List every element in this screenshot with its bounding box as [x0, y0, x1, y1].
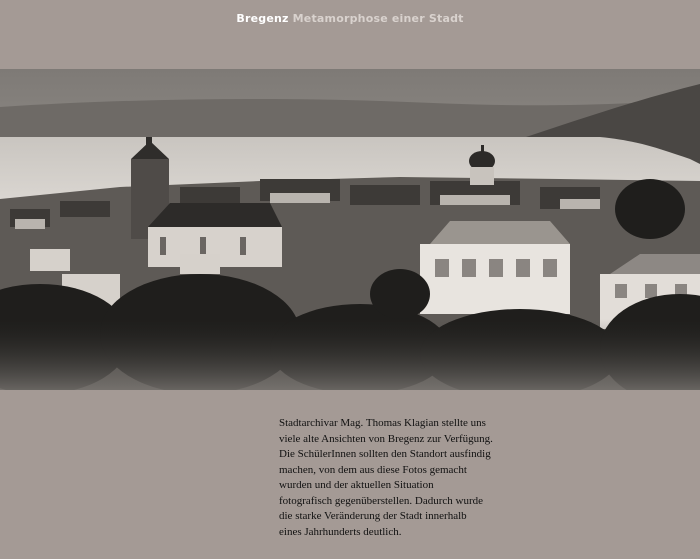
caption-line: wurden und der aktuellen Situation [279, 479, 434, 491]
caption-line: die starke Veränderung der Stadt innerhalb [279, 510, 467, 522]
photo-illustration [0, 69, 700, 390]
caption-line: eines Jahrhunderts deutlich. [279, 525, 402, 538]
caption-line: fotografisch gegenüberstellen. Dadurch wurde [279, 494, 484, 507]
caption-paragraph [279, 416, 529, 540]
bottom-fade [0, 319, 700, 390]
caption-line: Die SchülerInnen sollten den Standort ausfindig [279, 448, 491, 460]
page-header [0, 12, 700, 25]
header-subtitle: Metamorphose einer Stadt [292, 12, 464, 25]
villa [420, 221, 570, 314]
historic-city-photo [0, 69, 700, 390]
header-city: Bregenz [236, 12, 289, 25]
caption-line: Stadtarchivar Mag. Thomas Klagian stellte uns [279, 417, 486, 429]
caption-line: machen, von dem aus diese Fotos gemacht [279, 463, 467, 476]
caption-line: viele alte Ansichten von Bregenz zur Verfügung. [279, 432, 493, 445]
